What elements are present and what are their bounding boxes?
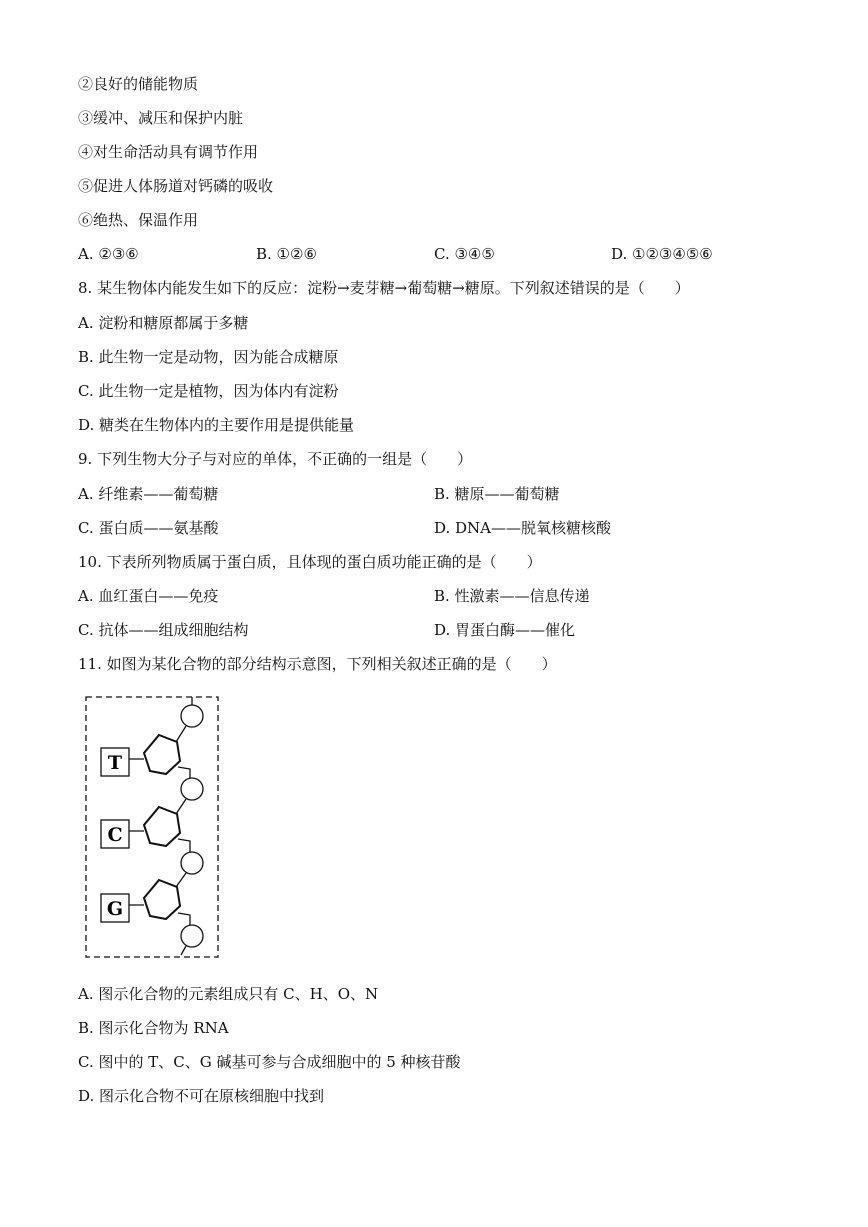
q8-option-c: C. 此生物一定是植物，因为体内有淀粉 xyxy=(78,382,339,400)
pentose-sugar xyxy=(144,807,180,846)
base-label-t: T xyxy=(107,752,123,774)
pentose-sugar xyxy=(144,880,180,919)
q11-option-d: D. 图示化合物不可在原核细胞中找到 xyxy=(78,1087,325,1105)
q11-stem: 11. 如图为某化合物的部分结构示意图，下列相关叙述正确的是（ ） xyxy=(78,655,557,673)
q11-option-c: C. 图中的 T、C、G 碱基可参与合成细胞中的 5 种核苷酸 xyxy=(78,1053,461,1071)
q9-option-d: D. DNA——脱氧核糖核酸 xyxy=(434,519,612,537)
nucleotide-1 xyxy=(101,697,203,778)
phosphate-circle xyxy=(181,925,203,947)
q7-item-6: ⑥绝热、保温作用 xyxy=(78,211,199,229)
phosphate-circle xyxy=(181,778,203,800)
q10-option-b: B. 性激素——信息传递 xyxy=(434,587,590,605)
pentose-sugar xyxy=(144,735,180,774)
q8-option-d: D. 糖类在生物体内的主要作用是提供能量 xyxy=(78,416,355,434)
q9-option-b: B. 糖原——葡萄糖 xyxy=(434,485,560,503)
q7-option-c: C. ③④⑤ xyxy=(434,245,495,263)
nucleotide-2 xyxy=(101,778,203,852)
q9-option-a: A. 纤维素——葡萄糖 xyxy=(78,485,219,503)
q11-option-b: B. 图示化合物为 RNA xyxy=(78,1019,229,1037)
q8-stem: 8. 某生物体内能发生如下的反应：淀粉→麦芽糖→葡萄糖→糖原。下列叙述错误的是（ ） xyxy=(78,279,690,297)
q10-option-d: D. 胃蛋白酶——催化 xyxy=(434,621,576,639)
nucleotide-chain-diagram xyxy=(84,695,224,961)
q9-stem: 9. 下列生物大分子与对应的单体，不正确的一组是（ ） xyxy=(78,450,473,468)
q7-option-b: B. ①②⑥ xyxy=(256,245,317,263)
base-label-g: G xyxy=(106,898,124,920)
nucleotide-3 xyxy=(101,852,203,955)
q7-item-2: ②良好的储能物质 xyxy=(78,75,199,93)
q7-item-4: ④对生命活动具有调节作用 xyxy=(78,143,259,161)
q10-stem: 10. 下表所列物质属于蛋白质，且体现的蛋白质功能正确的是（ ） xyxy=(78,553,542,571)
q7-option-d: D. ①②③④⑤⑥ xyxy=(611,245,713,263)
base-label-c: C xyxy=(107,824,123,846)
q8-option-b: B. 此生物一定是动物，因为能合成糖原 xyxy=(78,348,339,366)
q9-option-c: C. 蛋白质——氨基酸 xyxy=(78,519,219,537)
q10-option-a: A. 血红蛋白——免疫 xyxy=(78,587,219,605)
q10-option-c: C. 抗体——组成细胞结构 xyxy=(78,621,249,639)
q11-option-a: A. 图示化合物的元素组成只有 C、H、O、N xyxy=(78,985,379,1003)
q7-option-a: A. ②③⑥ xyxy=(78,245,139,263)
phosphate-circle xyxy=(181,705,203,727)
q7-item-3: ③缓冲、减压和保护内脏 xyxy=(78,109,244,127)
q7-item-5: ⑤促进人体肠道对钙磷的吸收 xyxy=(78,177,274,195)
q8-option-a: A. 淀粉和糖原都属于多糖 xyxy=(78,314,249,332)
phosphate-circle xyxy=(181,852,203,874)
